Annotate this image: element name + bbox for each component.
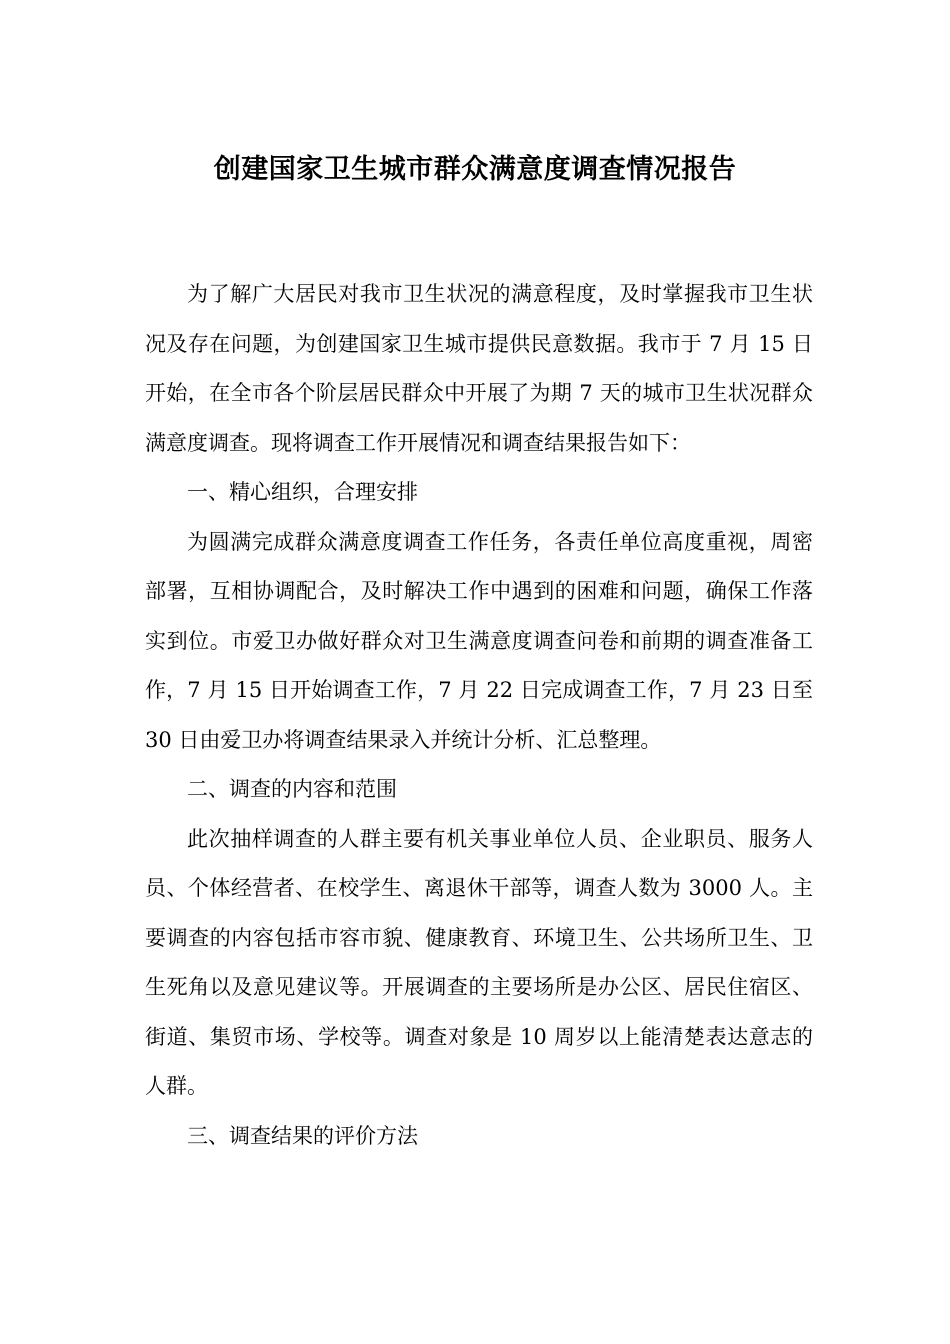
- section-2-paragraph: 此次抽样调查的人群主要有机关事业单位人员、企业职员、服务人员、个体经营者、在校学生、离退休干部等，调查人数为 3000 人。主要调查的内容包括市容市貌、健康教育、环境卫生、公共场所卫生、卫生死角以及意见建议等。开展调查的主要场所是办公区、居民住宿区、街道、集贸市场、学校等。调查对象是 10 周岁以上能清楚表达意志的人群。: [145, 826, 813, 1098]
- section-1-paragraph: 为圆满完成群众满意度调查工作任务，各责任单位高度重视，周密部署，互相协调配合，及时解决工作中遇到的困难和问题，确保工作落实到位。市爱卫办做好群众对卫生满意度调查问卷和前期的调查准备工作，7 月 15 日开始调查工作，7 月 22 日完成调查工作，7 月 23 日至 30 日由爱卫办将调查结果录入并统计分析、汇总整理。: [145, 529, 813, 752]
- section-heading-1: 一、精心组织，合理安排: [187, 480, 418, 504]
- document-title: 创建国家卫生城市群众满意度调查情况报告: [213, 154, 737, 185]
- document-body: [145, 270, 813, 1161]
- intro-paragraph: 为了解广大居民对我市卫生状况的满意程度，及时掌握我市卫生状况及存在问题，为创建国家卫生城市提供民意数据。我市于 7 月 15 日开始，在全市各个阶层居民群众中开展了为期 7 天的城市卫生状况群众满意度调查。现将调查工作开展情况和调查结果报告如下：: [145, 282, 813, 455]
- section-heading-2: 二、调查的内容和范围: [187, 777, 397, 801]
- section-heading-3: 三、调查结果的评价方法: [187, 1123, 418, 1148]
